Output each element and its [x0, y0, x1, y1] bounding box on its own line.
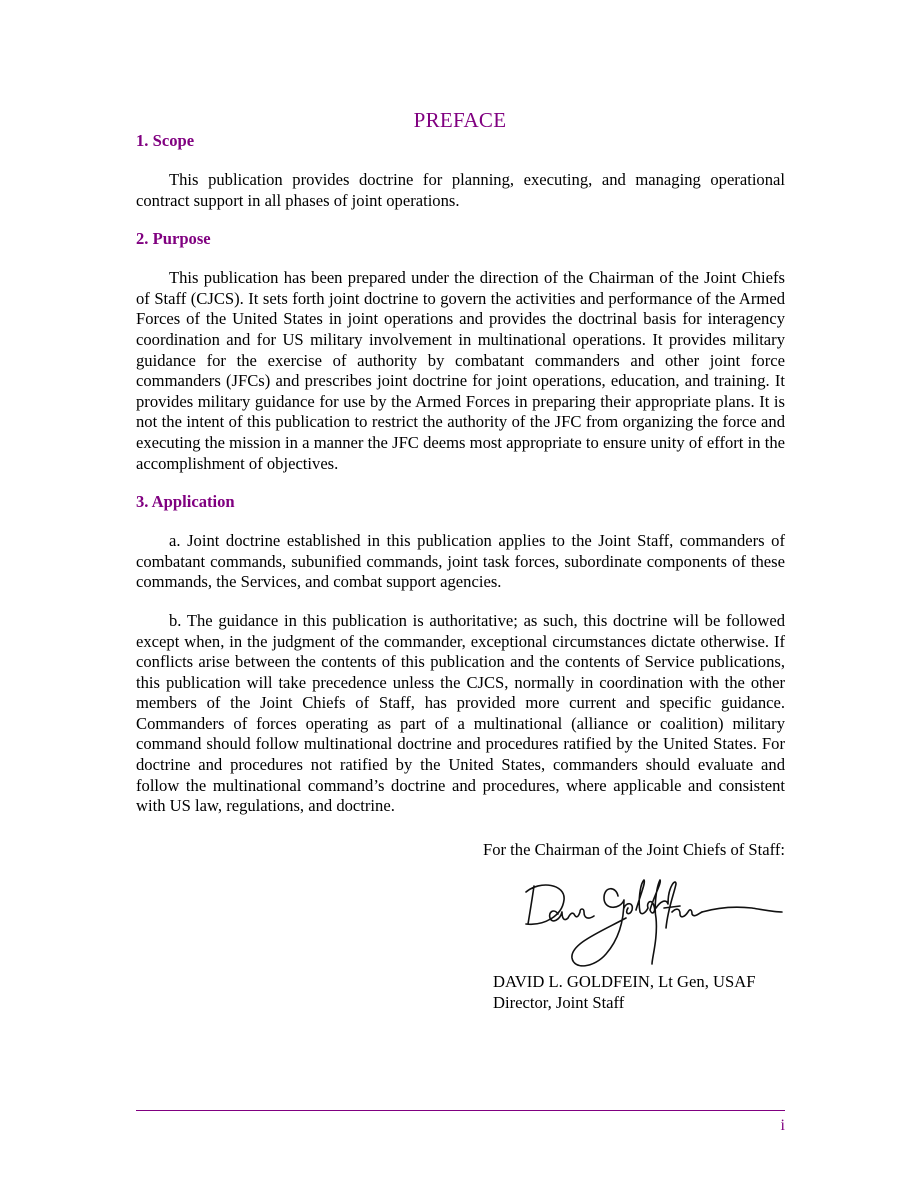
section-application: [136, 492, 785, 817]
section-purpose: [136, 229, 785, 474]
signer-block: [493, 971, 755, 1013]
signer-name: DAVID L. GOLDFEIN, Lt Gen, USAF: [493, 972, 756, 991]
signature: [520, 878, 785, 970]
page-number: i: [780, 1117, 785, 1134]
paragraph: This publication has been prepared under the direction of the Chairman of the Joint Chiefs of Staff (CJCS). It sets forth joint doctrine to govern the activities and performance of the Armed Forces of the United States in joint operations and provides the doctrinal basis for interagency coordination and for US military involvement in multinational operations. It provides military guidance for the exercise of authority by combatant commanders and other joint force commanders (JFCs) and prescribes joint doctrine for joint operations, education, and training. It provides military guidance for use by the Armed Forces in preparing their appropriate plans. It is not the intent of this publication to restrict the authority of the JFC from organizing the force and executing the mission in a manner the JFC deems most appropriate to ensure unity of effort in the accomplishment of objectives.: [136, 268, 785, 473]
paragraph: This publication provides doctrine for planning, executing, and managing operational contract support in all phases of joint operations.: [136, 170, 785, 210]
section-heading: 3. Application: [136, 492, 235, 512]
section-scope: [136, 131, 785, 211]
section-heading: 1. Scope: [136, 131, 195, 150]
closing-line: For the Chairman of the Joint Chiefs of Staff:: [482, 840, 785, 859]
document-body: [136, 131, 785, 817]
paragraph: a. Joint doctrine established in this publication applies to the Joint Staff, commanders of combatant commands, subunified commands, joint task forces, subordinate components of these commands, the Services, and combat support agencies.: [136, 531, 785, 592]
footer-rule: [136, 1110, 785, 1111]
paragraph: b. The guidance in this publication is authoritative; as such, this doctrine will be followed except when, in the judgment of the commander, exceptional circumstances dictate otherwise. If conflicts arise between the contents of this publication and the contents of Service publications, this publication will take precedence unless the CJCS, normally in coordination with the other members of the Joint Chiefs of Staff, has provided more current and specific guidance. Commanders of forces operating as part of a multinational (alliance or coalition) military command should follow multinational doctrine and procedures ratified by the United States. For doctrine and procedures not ratified by the United States, commanders should evaluate and follow the multinational command’s doctrine and procedures, where applicable and consistent with US law, regulations, and doctrine.: [136, 610, 785, 816]
section-heading: 2. Purpose: [136, 229, 211, 249]
page-title: PREFACE: [413, 108, 507, 132]
signer-title: Director, Joint Staff: [493, 993, 625, 1012]
